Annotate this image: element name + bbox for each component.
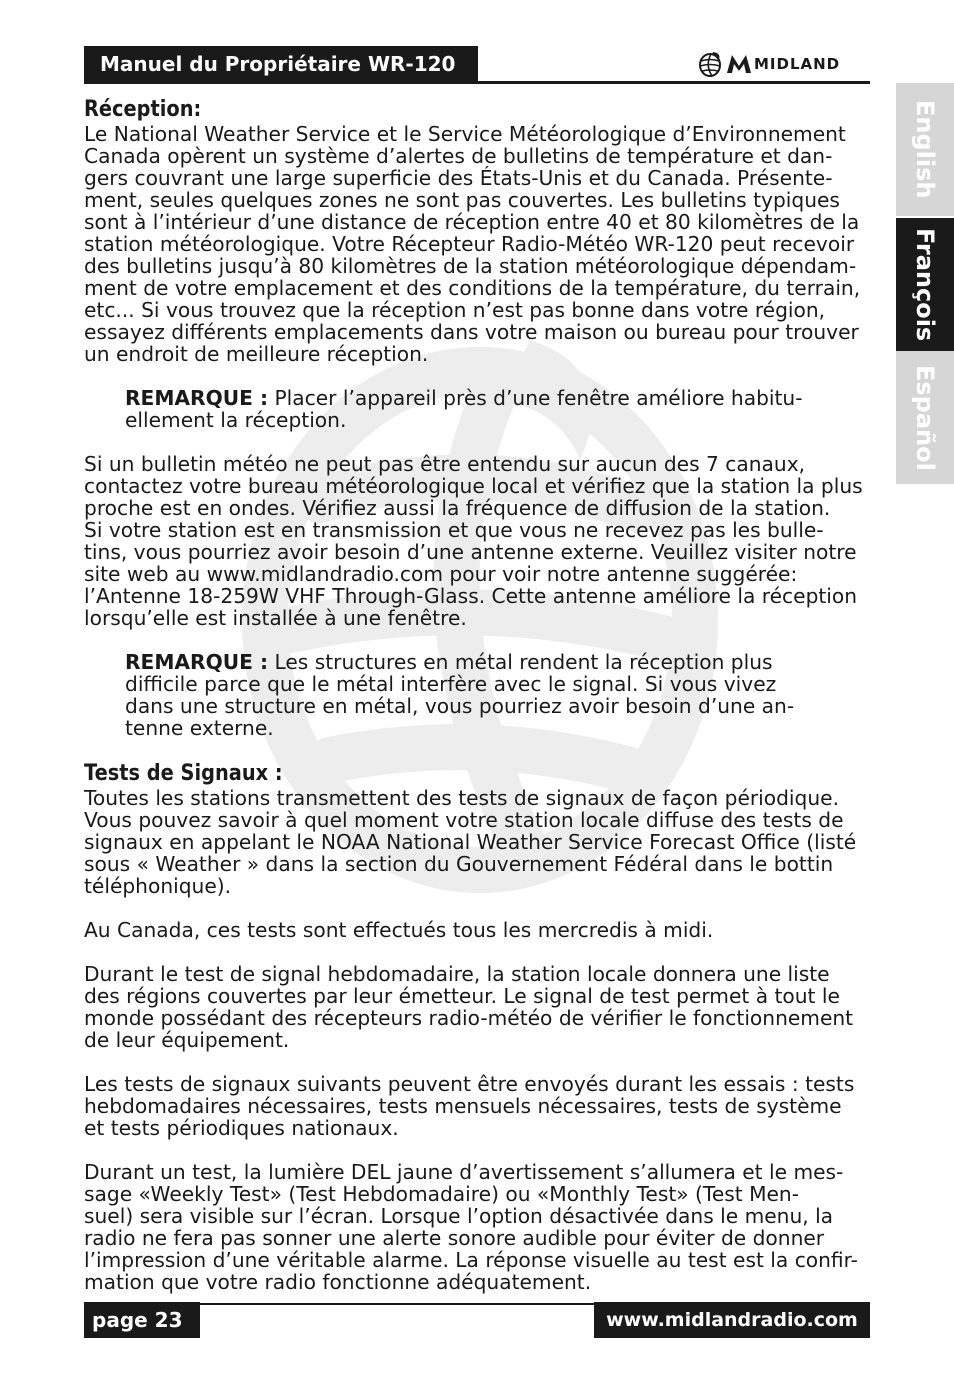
note-text: Placer l’appareil près d’une fenêtre améliore habitu- ellement la réception.: [125, 386, 803, 432]
note-label: REMARQUE :: [125, 650, 269, 674]
tests-paragraph-5: Durant un test, la lumière DEL jaune d’avertissement s’allumera et le mes- sage «Weekly Test» (Test Hebdomadaire) ou «Monthly Test» (Test Men- suel) sera visible sur l’écran. Lorsque l’option désactivée dans le menu, la radio ne fera pas sonner une alerte sonore audible pour éviter de donner l’impression d’une véritable alarme. La réponse visuelle au test est la confir- mation que votre radio fonctionne adéquatement.: [84, 1160, 858, 1294]
globe-logo-icon: [696, 50, 726, 78]
tests-heading: Tests de Signaux :: [84, 761, 283, 786]
reception-note-2: [125, 651, 874, 739]
tab-francais-label: François: [911, 227, 939, 342]
brand-name: MIDLAND: [754, 55, 841, 73]
tab-espanol[interactable]: [896, 351, 954, 484]
header-divider: [84, 81, 870, 84]
language-tabs: [896, 83, 954, 484]
midland-m-icon: [726, 54, 752, 74]
note-text: Les structures en métal rendent la réception plus difficile parce que le métal interfère avec le signal. Si vous vivez dans une structure en métal, vous pourriez avoir besoin d’une an- tenne externe.: [125, 650, 795, 740]
reception-note-1: [125, 387, 874, 431]
manual-title: Manuel du Propriétaire WR-120: [84, 46, 478, 83]
tests-paragraph-3: Durant le test de signal hebdomadaire, la station locale donnera une liste des régions couvertes par leur émetteur. Le signal de test permet à tout le monde possédant des récepteurs radio-météo de vérifier le fonctionnement de leur équipement.: [84, 962, 854, 1052]
tab-english[interactable]: [896, 83, 954, 216]
tests-paragraph-4: Les tests de signaux suivants peuvent être envoyés durant les essais : tests hebdomadaires nécessaires, tests mensuels nécessaires, tests de système et tests périodiques nationaux.: [84, 1072, 855, 1140]
tab-espanol-label: Español: [911, 364, 939, 471]
tests-paragraph-1: Toutes les stations transmettent des tests de signaux de façon périodique. Vous pouvez savoir à quel moment votre station locale diffuse des tests de signaux en appelant le NOAA National Weather Service Forecast Office (listé sous « Weather » dans la section du Gouvernement Fédéral dans le bottin téléphonique).: [84, 786, 857, 898]
website-link[interactable]: www.midlandradio.com: [594, 1302, 870, 1338]
tests-paragraph-2: Au Canada, ces tests sont effectués tous les mercredis à midi.: [84, 918, 714, 942]
page-number: page 23: [84, 1302, 200, 1338]
reception-paragraph-1: Le National Weather Service et le Service Météorologique d’Environnement Canada opèrent un système d’alertes de bulletins de température et dan- gers couvrant une large superficie des États-Unis et du Canada. Présente- ment, seules quelques zones ne sont pas couvertes. Les bulletins typiques sont à l’intérieur d’une distance de réception entre 40 et 80 kilomètres de la station météorologique. Votre Récepteur Radio-Météo WR-120 peut recevoir des bulletins jusqu’à 80 kilomètres de la station météorologique dépendam- ment de votre emplacement et des conditions de la température, du terrain, etc... Si vous trouvez que la réception n’est pas bonne dans votre région, essayez différents emplacements dans votre maison ou bureau pour trouver un endroit de meilleure réception.: [84, 122, 861, 366]
note-label: REMARQUE :: [125, 386, 269, 410]
reception-paragraph-2: Si un bulletin météo ne peut pas être entendu sur aucun des 7 canaux, contactez votre bureau météorologique local et vérifiez que la station la plus proche est en ondes. Vérifiez aussi la fréquence de diffusion de la station. Si votre station est en transmission et que vous ne recevez pas les bulle- tins, vous pourriez avoir besoin d’une antenne externe. Veuillez visiter notre site web au www.midlandradio.com pour voir notre antenne suggérée: l’Antenne 18-259W VHF Through-Glass. Cette antenne améliore la réception lorsqu’elle est installée à une fenêtre.: [84, 452, 863, 630]
page-content: [84, 97, 874, 1315]
midland-logo: [696, 49, 840, 79]
tab-francais[interactable]: [896, 218, 954, 351]
tab-english-label: English: [911, 100, 939, 199]
reception-heading: Réception:: [84, 97, 202, 122]
